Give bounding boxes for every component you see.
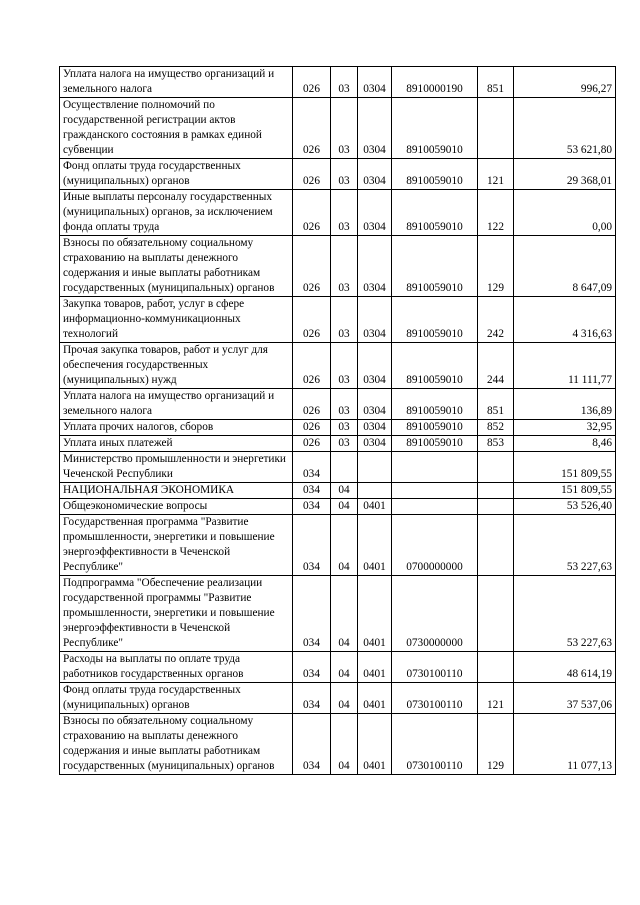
expense-type-cell xyxy=(478,98,514,159)
section-code-cell: 03 xyxy=(331,297,358,343)
subsection-code-cell: 0401 xyxy=(358,499,392,515)
amount-cell: 996,27 xyxy=(514,67,616,98)
amount-cell: 11 077,13 xyxy=(514,714,616,775)
expense-name-cell: Осуществление полномочий по государственной регистрации актов гражданского состояния в рамках единой субвенции xyxy=(60,98,293,159)
expense-type-cell: 851 xyxy=(478,67,514,98)
ministry-code-cell: 034 xyxy=(293,683,331,714)
section-code-cell: 03 xyxy=(331,236,358,297)
expense-name-cell: Министерство промышленности и энергетики Чеченской Республики xyxy=(60,452,293,483)
table-row xyxy=(60,683,616,714)
subsection-code-cell: 0304 xyxy=(358,343,392,389)
table-row xyxy=(60,452,616,483)
expense-type-cell xyxy=(478,576,514,652)
section-code-cell: 03 xyxy=(331,389,358,420)
amount-cell: 37 537,06 xyxy=(514,683,616,714)
target-article-cell: 0730100110 xyxy=(392,714,478,775)
expense-name-cell: Прочая закупка товаров, работ и услуг для обеспечения государственных (муниципальных) нужд xyxy=(60,343,293,389)
table-row xyxy=(60,98,616,159)
subsection-code-cell: 0401 xyxy=(358,652,392,683)
subsection-code-cell: 0401 xyxy=(358,576,392,652)
table-row xyxy=(60,652,616,683)
section-code-cell: 03 xyxy=(331,67,358,98)
section-code-cell: 03 xyxy=(331,190,358,236)
expense-name-cell: Взносы по обязательному социальному страхованию на выплаты денежного содержания и иные выплаты работникам государственных (муниципальных) органов xyxy=(60,714,293,775)
section-code-cell: 04 xyxy=(331,714,358,775)
expense-name-cell: Иные выплаты персоналу государственных (муниципальных) органов, за исключением фонда оплаты труда xyxy=(60,190,293,236)
budget-table-body xyxy=(60,67,616,775)
ministry-code-cell: 034 xyxy=(293,714,331,775)
target-article-cell xyxy=(392,499,478,515)
section-code-cell: 03 xyxy=(331,343,358,389)
expense-type-cell: 121 xyxy=(478,683,514,714)
expense-type-cell: 853 xyxy=(478,436,514,452)
target-article-cell: 8910059010 xyxy=(392,159,478,190)
expense-type-cell: 122 xyxy=(478,190,514,236)
expense-type-cell: 244 xyxy=(478,343,514,389)
amount-cell: 48 614,19 xyxy=(514,652,616,683)
ministry-code-cell: 026 xyxy=(293,436,331,452)
table-row xyxy=(60,483,616,499)
amount-cell: 4 316,63 xyxy=(514,297,616,343)
ministry-code-cell: 026 xyxy=(293,67,331,98)
target-article-cell: 0700000000 xyxy=(392,515,478,576)
amount-cell: 0,00 xyxy=(514,190,616,236)
target-article-cell: 8910000190 xyxy=(392,67,478,98)
expense-name-cell: Взносы по обязательному социальному страхованию на выплаты денежного содержания и иные выплаты работникам государственных (муниципальных) органов xyxy=(60,236,293,297)
expense-type-cell: 852 xyxy=(478,420,514,436)
budget-table-page xyxy=(59,66,615,775)
subsection-code-cell: 0304 xyxy=(358,297,392,343)
amount-cell: 53 227,63 xyxy=(514,576,616,652)
target-article-cell xyxy=(392,483,478,499)
table-row xyxy=(60,499,616,515)
table-row xyxy=(60,714,616,775)
ministry-code-cell: 026 xyxy=(293,297,331,343)
amount-cell: 151 809,55 xyxy=(514,483,616,499)
section-code-cell: 03 xyxy=(331,159,358,190)
expense-name-cell: Уплата иных платежей xyxy=(60,436,293,452)
table-row xyxy=(60,515,616,576)
target-article-cell: 8910059010 xyxy=(392,190,478,236)
subsection-code-cell xyxy=(358,483,392,499)
expense-type-cell: 851 xyxy=(478,389,514,420)
section-code-cell: 04 xyxy=(331,576,358,652)
amount-cell: 11 111,77 xyxy=(514,343,616,389)
ministry-code-cell: 026 xyxy=(293,420,331,436)
table-row xyxy=(60,389,616,420)
section-code-cell: 04 xyxy=(331,499,358,515)
amount-cell: 136,89 xyxy=(514,389,616,420)
table-row xyxy=(60,343,616,389)
subsection-code-cell: 0304 xyxy=(358,67,392,98)
ministry-code-cell: 026 xyxy=(293,236,331,297)
section-code-cell: 04 xyxy=(331,483,358,499)
table-row xyxy=(60,190,616,236)
section-code-cell: 03 xyxy=(331,420,358,436)
table-row xyxy=(60,236,616,297)
expense-name-cell: НАЦИОНАЛЬНАЯ ЭКОНОМИКА xyxy=(60,483,293,499)
section-code-cell xyxy=(331,452,358,483)
amount-cell: 53 621,80 xyxy=(514,98,616,159)
section-code-cell: 04 xyxy=(331,683,358,714)
expense-type-cell xyxy=(478,652,514,683)
ministry-code-cell: 034 xyxy=(293,499,331,515)
subsection-code-cell: 0304 xyxy=(358,436,392,452)
section-code-cell: 03 xyxy=(331,98,358,159)
target-article-cell: 8910059010 xyxy=(392,236,478,297)
subsection-code-cell: 0304 xyxy=(358,98,392,159)
expense-type-cell xyxy=(478,483,514,499)
expense-name-cell: Расходы на выплаты по оплате труда работников государственных органов xyxy=(60,652,293,683)
amount-cell: 29 368,01 xyxy=(514,159,616,190)
expense-type-cell: 129 xyxy=(478,236,514,297)
expense-name-cell: Общеэкономические вопросы xyxy=(60,499,293,515)
ministry-code-cell: 026 xyxy=(293,98,331,159)
target-article-cell: 0730100110 xyxy=(392,683,478,714)
expense-name-cell: Закупка товаров, работ, услуг в сфере информационно-коммуникационных технологий xyxy=(60,297,293,343)
amount-cell: 8,46 xyxy=(514,436,616,452)
expense-type-cell xyxy=(478,499,514,515)
subsection-code-cell: 0304 xyxy=(358,159,392,190)
expense-name-cell: Уплата прочих налогов, сборов xyxy=(60,420,293,436)
target-article-cell: 8910059010 xyxy=(392,343,478,389)
target-article-cell: 0730100110 xyxy=(392,652,478,683)
table-row xyxy=(60,420,616,436)
ministry-code-cell: 026 xyxy=(293,343,331,389)
table-row xyxy=(60,159,616,190)
expense-name-cell: Государственная программа "Развитие промышленности, энергетики и повышение энергоэффективности в Чеченской Республике" xyxy=(60,515,293,576)
ministry-code-cell: 034 xyxy=(293,483,331,499)
ministry-code-cell: 026 xyxy=(293,159,331,190)
expense-name-cell: Уплата налога на имущество организаций и земельного налога xyxy=(60,67,293,98)
amount-cell: 53 227,63 xyxy=(514,515,616,576)
expense-name-cell: Подпрограмма "Обеспечение реализации государственной программы "Развитие промышленности, энергетики и повышение энергоэффективности в Чеченской Республике" xyxy=(60,576,293,652)
target-article-cell: 0730000000 xyxy=(392,576,478,652)
target-article-cell: 8910059010 xyxy=(392,297,478,343)
subsection-code-cell: 0401 xyxy=(358,515,392,576)
expense-type-cell xyxy=(478,515,514,576)
amount-cell: 32,95 xyxy=(514,420,616,436)
target-article-cell xyxy=(392,452,478,483)
subsection-code-cell: 0401 xyxy=(358,683,392,714)
amount-cell: 151 809,55 xyxy=(514,452,616,483)
subsection-code-cell: 0304 xyxy=(358,236,392,297)
ministry-code-cell: 034 xyxy=(293,576,331,652)
target-article-cell: 8910059010 xyxy=(392,98,478,159)
subsection-code-cell: 0401 xyxy=(358,714,392,775)
table-row xyxy=(60,436,616,452)
section-code-cell: 04 xyxy=(331,515,358,576)
ministry-code-cell: 026 xyxy=(293,389,331,420)
table-row xyxy=(60,576,616,652)
ministry-code-cell: 026 xyxy=(293,190,331,236)
ministry-code-cell: 034 xyxy=(293,452,331,483)
section-code-cell: 04 xyxy=(331,652,358,683)
expense-name-cell: Фонд оплаты труда государственных (муниципальных) органов xyxy=(60,159,293,190)
expense-type-cell: 242 xyxy=(478,297,514,343)
expense-type-cell: 121 xyxy=(478,159,514,190)
subsection-code-cell: 0304 xyxy=(358,389,392,420)
target-article-cell: 8910059010 xyxy=(392,420,478,436)
subsection-code-cell xyxy=(358,452,392,483)
ministry-code-cell: 034 xyxy=(293,515,331,576)
budget-table xyxy=(59,66,616,775)
expense-type-cell: 129 xyxy=(478,714,514,775)
ministry-code-cell: 034 xyxy=(293,652,331,683)
section-code-cell: 03 xyxy=(331,436,358,452)
target-article-cell: 8910059010 xyxy=(392,389,478,420)
table-row xyxy=(60,297,616,343)
subsection-code-cell: 0304 xyxy=(358,190,392,236)
expense-name-cell: Уплата налога на имущество организаций и земельного налога xyxy=(60,389,293,420)
expense-name-cell: Фонд оплаты труда государственных (муниципальных) органов xyxy=(60,683,293,714)
amount-cell: 8 647,09 xyxy=(514,236,616,297)
amount-cell: 53 526,40 xyxy=(514,499,616,515)
expense-type-cell xyxy=(478,452,514,483)
target-article-cell: 8910059010 xyxy=(392,436,478,452)
subsection-code-cell: 0304 xyxy=(358,420,392,436)
table-row xyxy=(60,67,616,98)
